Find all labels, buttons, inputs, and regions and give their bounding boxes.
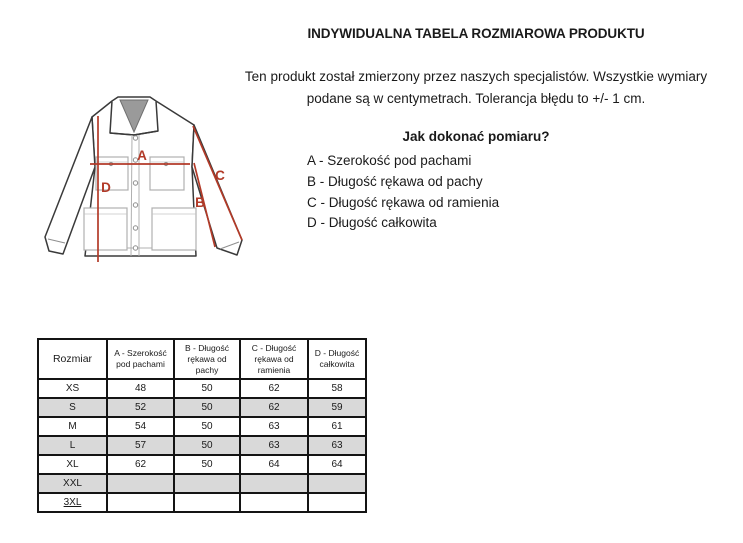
size-table — [37, 338, 367, 513]
cell-c: 63 — [240, 436, 308, 455]
measurement-label-a: A — [137, 148, 147, 163]
cell-c: 62 — [240, 379, 308, 398]
measurement-label-c: C — [215, 168, 225, 183]
jacket-diagram — [36, 90, 261, 275]
cell-a — [107, 493, 174, 512]
measurement-label-d: D — [101, 180, 111, 195]
guide-item-d: D - Długość całkowita — [307, 215, 437, 231]
measurement-label-b: B — [195, 195, 205, 210]
cell-a: 48 — [107, 379, 174, 398]
header-col-b: B - Długość rękawa od pachy — [174, 339, 240, 379]
header-col-c: C - Długość rękawa od ramienia — [240, 339, 308, 379]
cell-size: L — [38, 436, 107, 455]
jacket-illustration-svg — [36, 90, 261, 275]
size-table-header-row — [38, 339, 366, 379]
measurement-guide-list — [307, 151, 499, 234]
cell-a: 57 — [107, 436, 174, 455]
cell-a: 52 — [107, 398, 174, 417]
cell-d: 64 — [308, 455, 366, 474]
jacket-right-sleeve — [192, 125, 242, 255]
table-row-l — [38, 436, 366, 455]
cell-size: XXL — [38, 474, 107, 493]
table-row-xs — [38, 379, 366, 398]
table-row-xxl — [38, 474, 366, 493]
cell-d — [308, 474, 366, 493]
cell-d: 58 — [308, 379, 366, 398]
table-row-s — [38, 398, 366, 417]
cell-c — [240, 493, 308, 512]
cell-d: 63 — [308, 436, 366, 455]
cell-c: 64 — [240, 455, 308, 474]
cell-b: 50 — [174, 417, 240, 436]
header-rozmiar: Rozmiar — [38, 339, 107, 379]
guide-item-a: A - Szerokość pod pachami — [307, 153, 472, 168]
cell-a: 62 — [107, 455, 174, 474]
header-col-a: A - Szerokość pod pachami — [107, 339, 174, 379]
guide-item-b: B - Długość rękawa od pachy — [307, 173, 483, 189]
cell-c: 62 — [240, 398, 308, 417]
cell-b: 50 — [174, 398, 240, 417]
cell-b — [174, 474, 240, 493]
cell-c: 63 — [240, 417, 308, 436]
table-row-m — [38, 417, 366, 436]
cell-b: 50 — [174, 455, 240, 474]
intro-text: Ten produkt został zmierzony przez naszych specjalistów. Wszystkie wymiary podane są w centymetrach. Tolerancja błędu to +/- 1 cm. — [244, 69, 708, 106]
cell-d: 61 — [308, 417, 366, 436]
cell-c — [240, 474, 308, 493]
cell-size: XS — [38, 379, 107, 398]
cell-a: 54 — [107, 417, 174, 436]
header-col-d: D - Długość całkowita — [308, 339, 366, 379]
measurement-guide-title: Jak dokonać pomiaru? — [402, 129, 550, 144]
cell-b — [174, 493, 240, 512]
cell-d: 59 — [308, 398, 366, 417]
cell-b: 50 — [174, 379, 240, 398]
table-row-3xl — [38, 493, 366, 512]
cell-d — [308, 493, 366, 512]
cell-size: 3XL — [38, 493, 107, 512]
page-title: INDYWIDUALNA TABELA ROZMIAROWA PRODUKTU — [307, 26, 645, 41]
cell-a — [107, 474, 174, 493]
cell-size: S — [38, 398, 107, 417]
table-row-xl — [38, 455, 366, 474]
cell-size: M — [38, 417, 107, 436]
cell-size: XL — [38, 455, 107, 474]
guide-item-c: C - Długość rękawa od ramienia — [307, 194, 500, 210]
cell-b: 50 — [174, 436, 240, 455]
